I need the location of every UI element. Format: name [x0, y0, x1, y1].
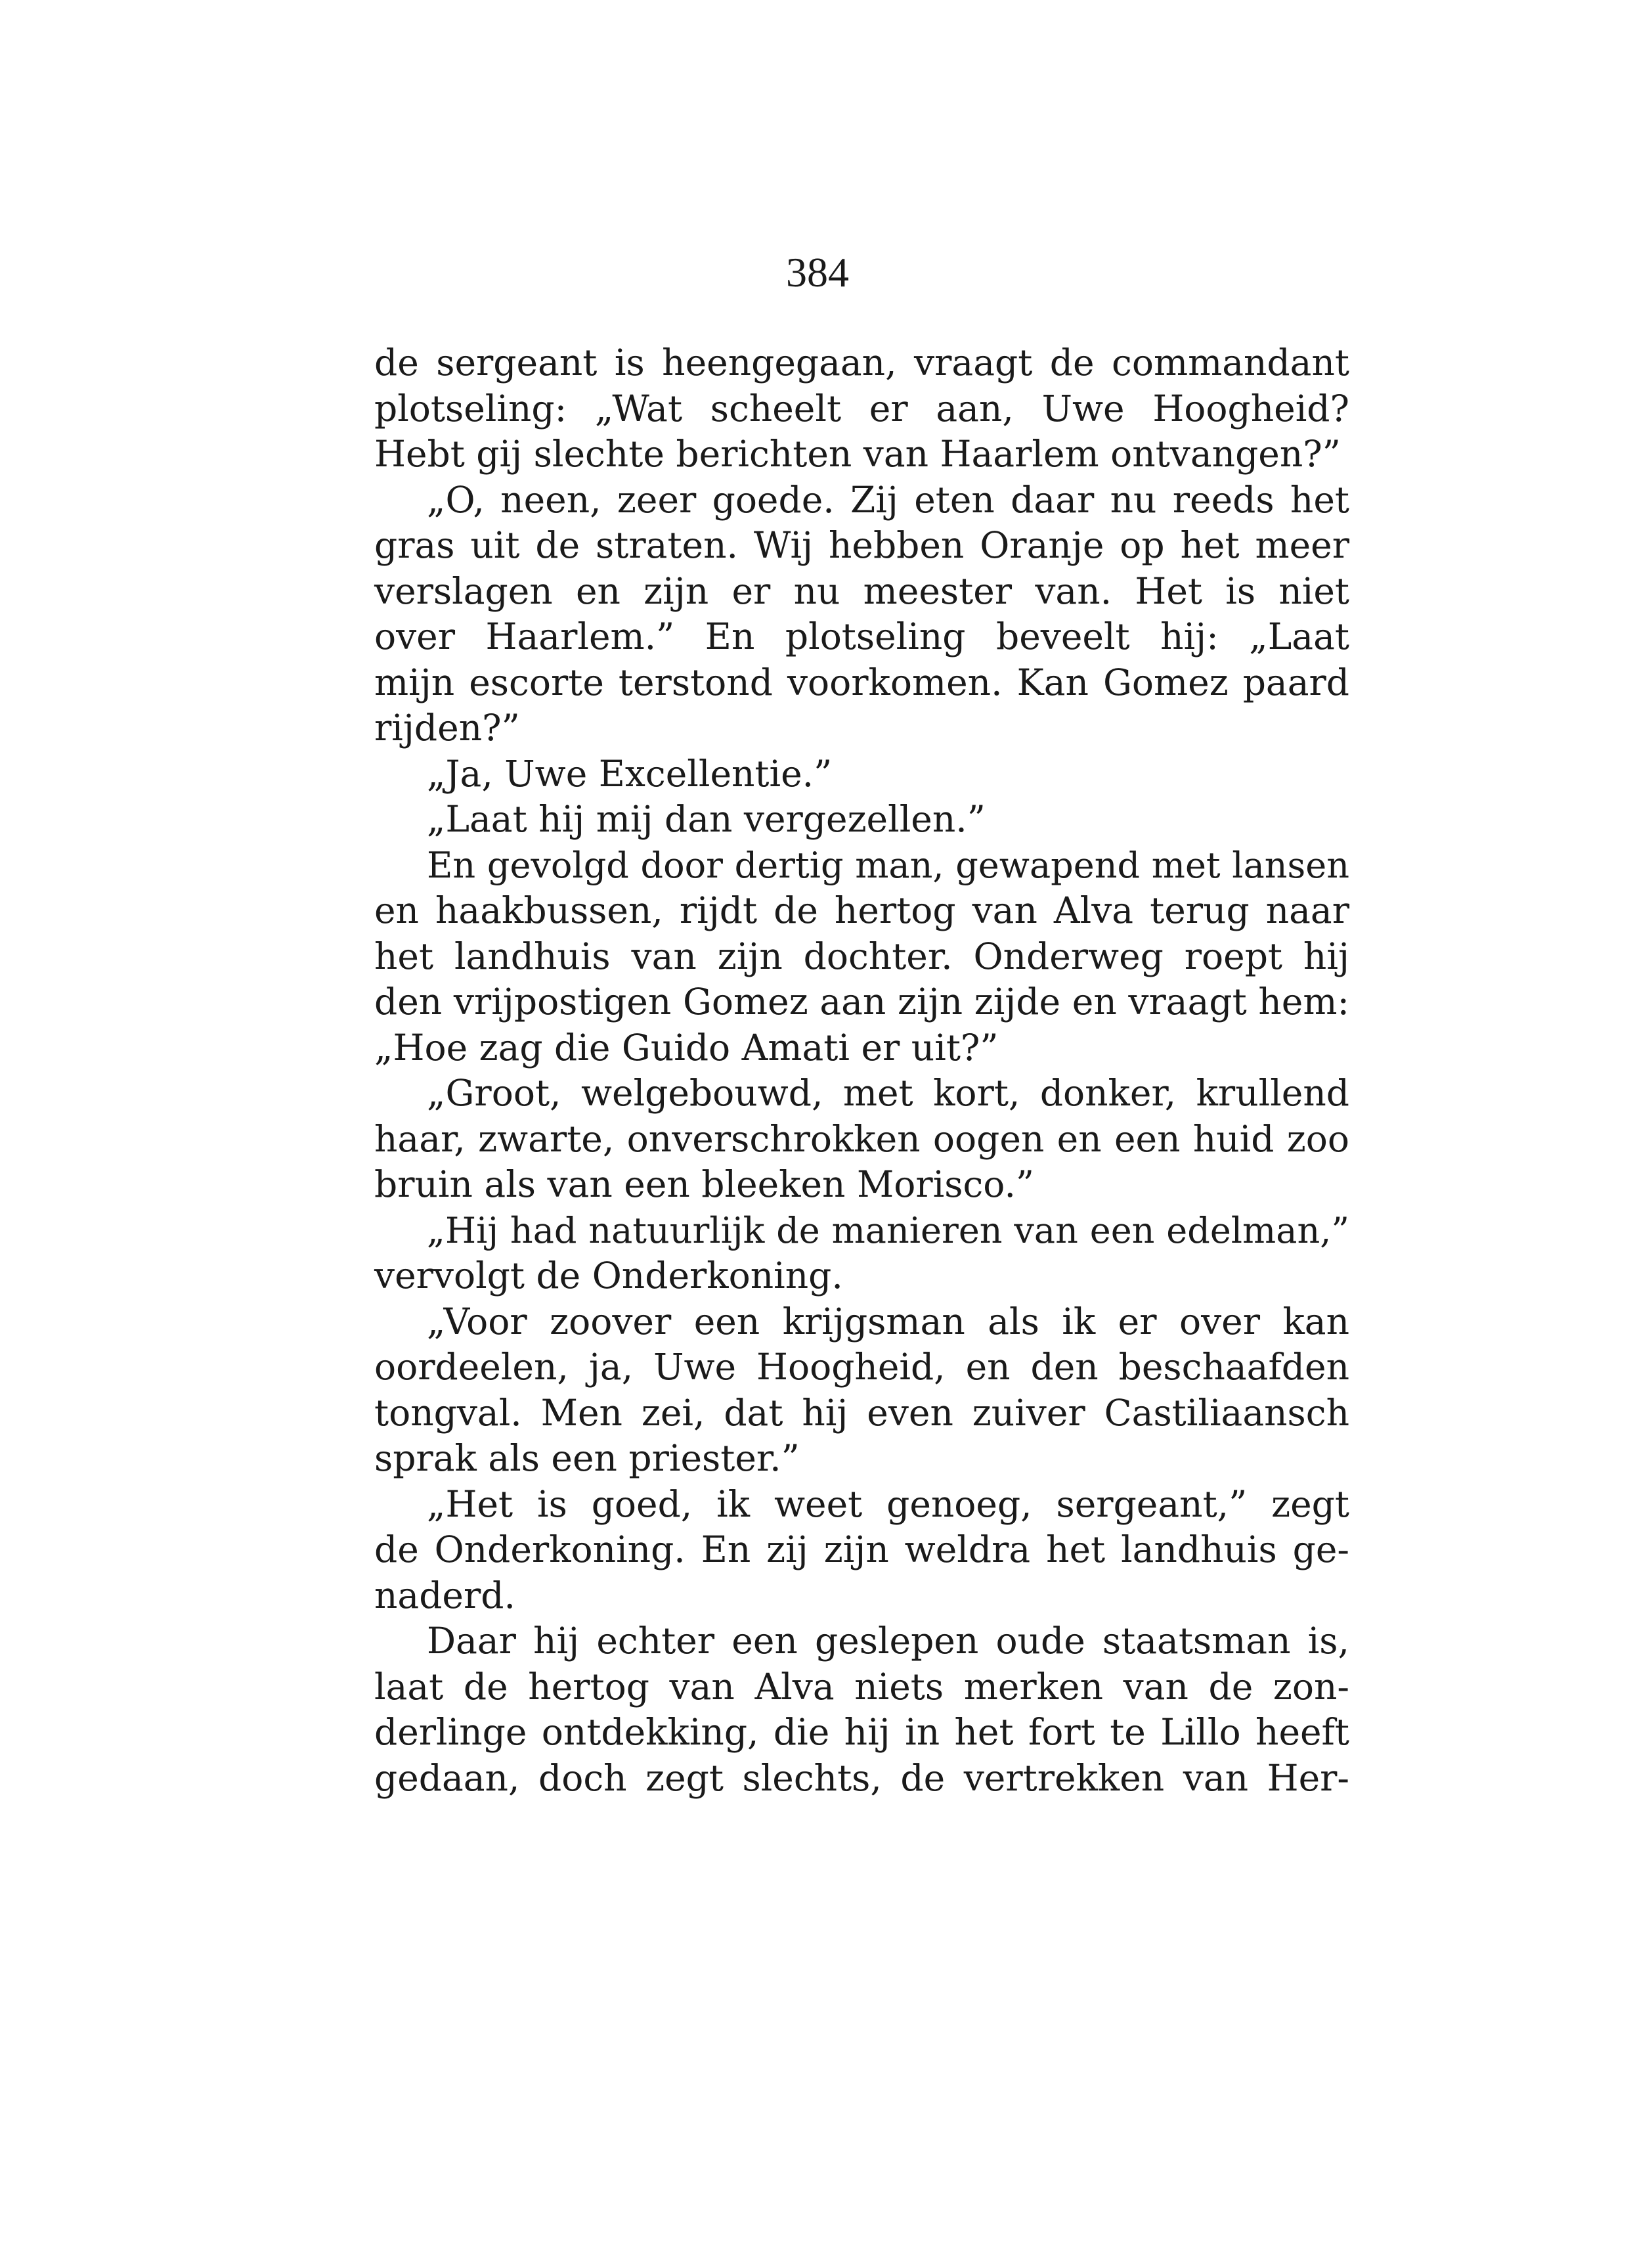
text-line: plotseling: „Wat scheelt er aan, Uwe Hoogheid?	[374, 387, 1349, 430]
text-line: laat de hertog van Alva niets merken van de zon-	[374, 1665, 1349, 1708]
text-line: naderd.	[374, 1574, 515, 1616]
text-line: verslagen en zijn er nu meester van. Het is niet	[374, 569, 1349, 612]
text-line: En gevolgd door dertig man, gewapend met lansen	[427, 844, 1349, 886]
body-text	[374, 340, 1349, 1801]
text-line: „Hoe zag die Guido Amati er uit?”	[374, 1026, 999, 1069]
text-line: en haakbussen, rijdt de hertog van Alva terug naar	[374, 889, 1349, 931]
text-line: Daar hij echter een geslepen oude staatsman is,	[427, 1620, 1349, 1662]
text-line: Hebt gij slechte berichten van Haarlem ontvangen?”	[374, 433, 1341, 475]
text-line: rijden?”	[374, 707, 520, 749]
text-line: „Groot, welgebouwd, met kort, donker, krullend	[427, 1072, 1349, 1114]
text-line: de Onderkoning. En zij zijn weldra het landhuis ge-	[374, 1528, 1349, 1570]
text-line: gras uit de straten. Wij hebben Oranje op het meer	[374, 524, 1349, 566]
text-line: „O, neen, zeer goede. Zij eten daar nu reeds het	[427, 478, 1349, 521]
text-line: het landhuis van zijn dochter. Onderweg roept hij	[374, 935, 1349, 977]
text-line: gedaan, doch zegt slechts, de vertrekken van Her-	[374, 1756, 1349, 1799]
text-line: de sergeant is heengegaan, vraagt de commandant	[374, 342, 1349, 384]
text-line: oordeelen, ja, Uwe Hoogheid, en den beschaafden	[374, 1346, 1349, 1388]
text-line: mijn escorte terstond voorkomen. Kan Gomez paard	[374, 661, 1349, 703]
text-line: tongval. Men zei, dat hij even zuiver Castiliaansch	[374, 1391, 1349, 1434]
text-line: vervolgt de Onderkoning.	[374, 1255, 843, 1297]
text-line: „Het is goed, ik weet genoeg, sergeant,” zegt	[427, 1482, 1349, 1525]
page-number: 384	[786, 249, 849, 296]
text-line: „Laat hij mij dan vergezellen.”	[427, 798, 986, 840]
text-line: „Voor zoover een krijgsman als ik er over kan	[427, 1300, 1349, 1343]
text-line: den vrijpostigen Gomez aan zijn zijde en vraagt hem:	[374, 981, 1349, 1023]
text-line: „Hij had natuurlijk de manieren van een edelman,”	[427, 1209, 1349, 1251]
text-line: „Ja, Uwe Excellentie.”	[427, 752, 833, 795]
text-line: derlinge ontdekking, die hij in het fort te Lillo heeft	[374, 1711, 1349, 1753]
text-line: over Haarlem.” En plotseling beveelt hij: „Laat	[374, 615, 1349, 657]
text-line: sprak als een priester.”	[374, 1437, 800, 1479]
text-line: bruin als van een bleeken Morisco.”	[374, 1163, 1035, 1205]
text-line: haar, zwarte, onverschrokken oogen en een huid zoo	[374, 1117, 1349, 1160]
